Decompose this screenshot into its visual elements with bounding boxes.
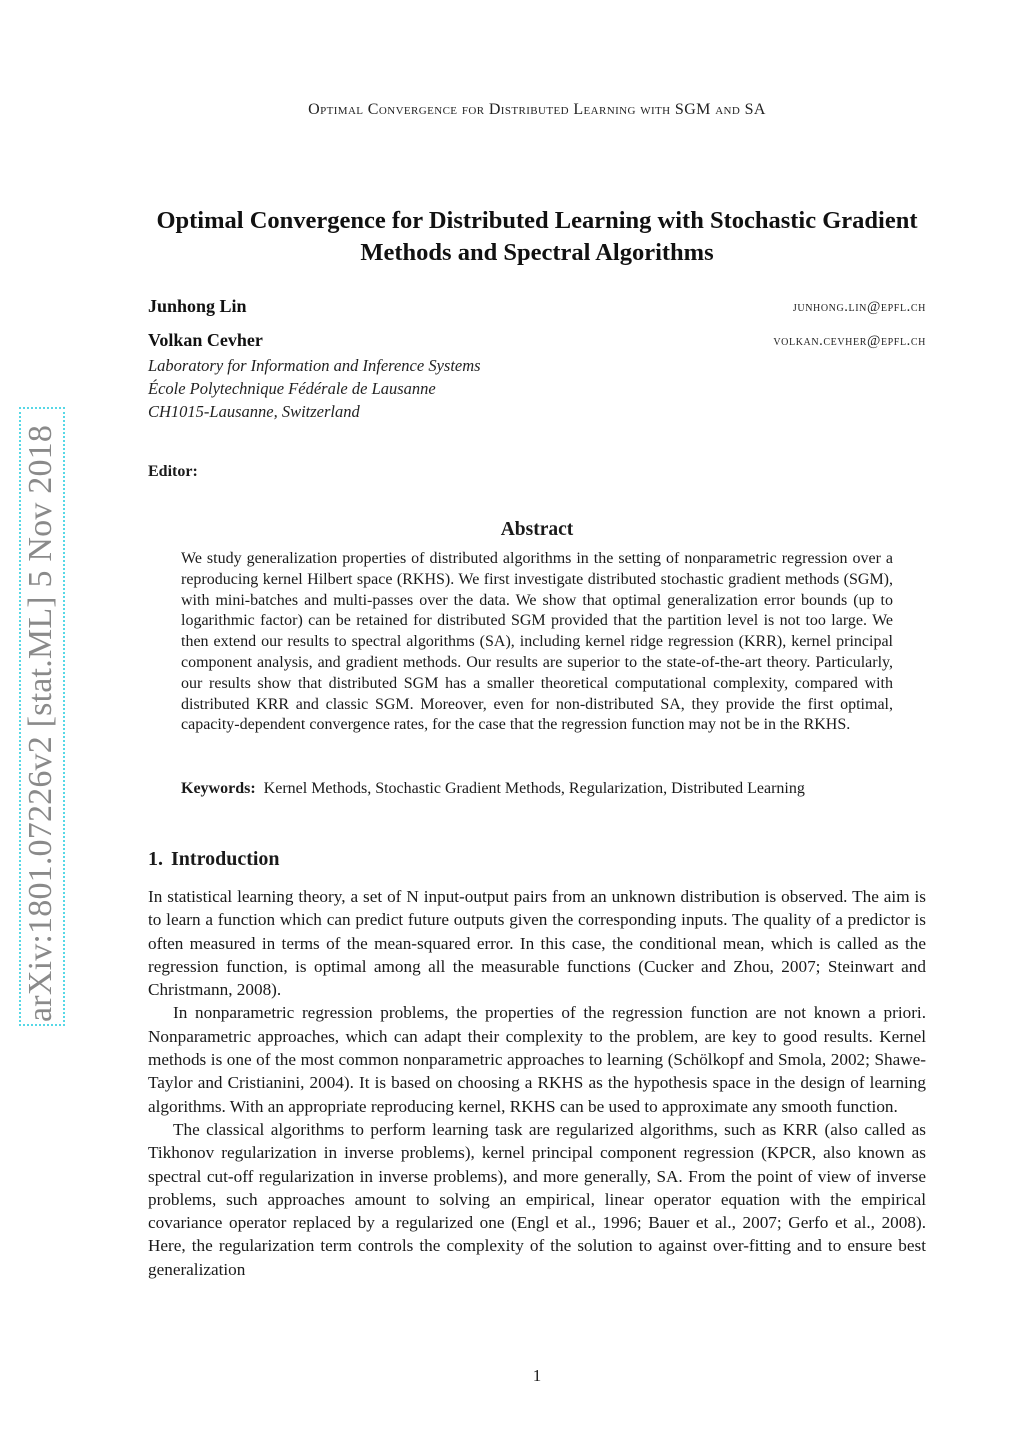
author-email[interactable]: volkan.cevher@epfl.ch [773, 333, 926, 349]
editor-label: Editor: [148, 463, 198, 480]
abstract-paragraph: We study generalization properties of distributed algorithms in the setting of nonparametric regression over a reproducing kernel Hilbert space (RKHS). We first investigate distributed stochastic gradient methods (SGM), with mini-batches and multi-passes over the data. We show that optimal generalization error bounds (up to logarithmic factor) can be retained for distributed SGM provided that the partition level is not too large. We then extend our results to spectral algorithms (SA), including kernel ridge regression (KRR), kernel principal component analysis, and gradient methods. Our results are superior to the state-of-the-art theory. Particularly, our results show that distributed SGM has a smaller theoretical computational complexity, compared with distributed KRR and classic SGM. Moreover, even for non-distributed SA, they provide the first optimal, capacity-dependent convergence rates, for the case that the regression function may not be in the RKHS. [181, 550, 893, 734]
abstract-heading: Abstract [500, 519, 574, 540]
author-name: Junhong Lin [148, 296, 247, 316]
author-name: Volkan Cevher [148, 330, 263, 350]
page-number: 1 [532, 1366, 542, 1385]
paper-title: Optimal Convergence for Distributed Learning with Stochastic Gradient Methods and Spectral Algorithms [156, 207, 918, 266]
running-head: Optimal Convergence for Distributed Learning with SGM and SA [308, 101, 766, 118]
body-paragraph: In nonparametric regression problems, the properties of the regression function are not known a priori. Nonparametric approaches, which can adapt their complexity to the problem, are key to good results. Kernel methods is one of the most common nonparametric approaches to learning (Schölkopf and Smola, 2002; Shawe-Taylor and Cristianini, 2004). It is based on choosing a RKHS as the hypothesis space in the design of learning algorithms. With an appropriate reproducing kernel, RKHS can be used to approximate any smooth function. [148, 1003, 926, 1116]
affiliation-line: CH1015-Lausanne, Switzerland [148, 402, 360, 421]
affiliation-line: Laboratory for Information and Inference Systems [148, 356, 481, 375]
section-number: 1. [148, 848, 163, 870]
affiliation-line: École Polytechnique Fédérale de Lausanne [148, 379, 436, 398]
body-paragraph: The classical algorithms to perform learning task are regularized algorithms, such as KRR (also called as Tikhonov regularization in inverse problems), kernel principal component regression (KPCR, also known as spectral cut-off regularization in inverse problems), and more generally, SA. From the point of view of inverse problems, such approaches amount to solving an empirical, linear operator equation with the empirical covariance operator replaced by a regularized one (Engl et al., 1996; Bauer et al., 2007; Gerfo et al., 2008). Here, the regularization term controls the complexity of the solution to against over-fitting and to ensure best generalization [148, 1119, 926, 1279]
keywords-label: Keywords: [181, 780, 256, 797]
section-title: Introduction [171, 848, 280, 870]
author-email[interactable]: junhong.lin@epfl.ch [792, 299, 926, 315]
keywords-list: Kernel Methods, Stochastic Gradient Methods, Regularization, Distributed Learning [263, 780, 805, 797]
body-text [148, 885, 926, 1281]
section-heading [148, 848, 280, 871]
arxiv-identifier[interactable]: arXiv:1801.07226v2 [stat.ML] 5 Nov 2018 [22, 424, 59, 1022]
body-paragraph: In statistical learning theory, a set of N input-output pairs from an unknown distribution is observed. The aim is to learn a function which can predict future outputs given the corresponding inputs. The quality of a predictor is often measured in terms of the mean-squared error. In this case, the conditional mean, which is called as the regression function, is optimal among all the measurable functions (Cucker and Zhou, 2007; Steinwart and Christmann, 2008). [148, 887, 926, 1000]
abstract-text [181, 549, 893, 736]
keywords [181, 778, 893, 799]
